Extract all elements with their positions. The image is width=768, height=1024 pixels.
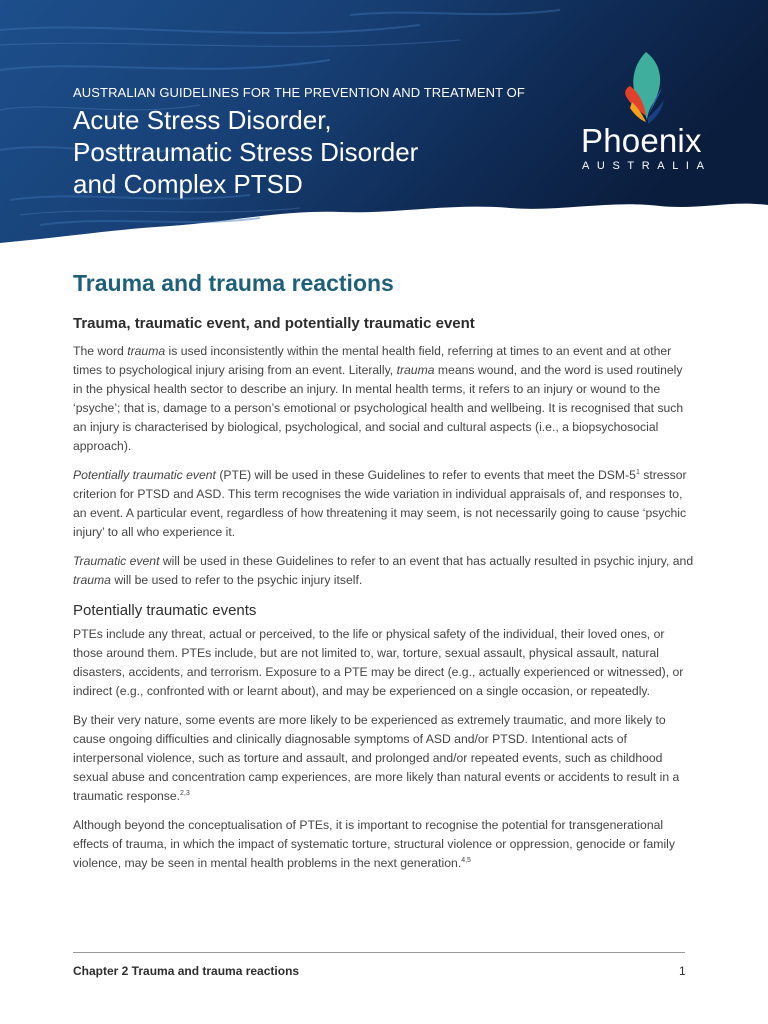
brand-subtitle: AUSTRALIA [582,160,712,172]
text-run: will be used in these Guidelines to refer to an event that has actually resulted in psychic injury, and [159,554,694,568]
text-run: Although beyond the conceptualisation of PTEs, it is important to recognise the potential for transgenerational effects of trauma, in which the impact of systematic torture, structural violence or oppression, genocide or family violence, may be seen in mental health problems in the next generation. [73,818,675,870]
paragraph-transgenerational [73,816,695,873]
italic-term: trauma [127,344,166,358]
main-content [73,266,695,883]
italic-term: trauma [73,573,111,587]
paragraph-event-nature [73,711,695,806]
italic-term: trauma [396,363,435,377]
brand-name: Phoenix [581,122,702,159]
text-run: The word [73,344,128,358]
italic-term: Traumatic event [73,554,160,568]
citation: 1 [635,468,640,476]
text-run: will be used to refer to the psychic injury itself. [110,573,363,587]
section-title: Trauma and trauma reactions [73,270,394,296]
text-run: means wound, and the word is used routinely in the physical health sector to describe an injury. In mental health terms, it refers to an injury or wound to the ‘psyche’; that is, damage to a person’s emotional or psychological health and wellbeing. It is recognised that such an injury is characterised by biological, psychological, and social and cultural aspects (i.e., a biopsychosocial approach). [73,363,684,453]
paragraph-traumatic-event [73,552,695,590]
footer-chapter: Chapter 2 Trauma and trauma reactions [73,964,300,978]
paragraph-pte-examples: PTEs include any threat, actual or perceived, to the life or physical safety of the individual, their loved ones, or those around them. PTEs include, but are not limited to, war, torture, sexual assault, physical assault, natural disasters, accidents, and terrorism. Exposure to a PTE may be direct (e.g., actually experienced or witnessed), or indirect (e.g., confronted with or learnt about), and may be experienced on a single occasion, or repeatedly. [73,627,684,698]
report-title-line: Acute Stress Disorder, [73,105,332,135]
italic-term: Potentially traumatic event [73,468,216,482]
phoenix-feather-icon [618,50,674,132]
text-run: (PTE) will be used in these Guidelines to refer to events that meet the DSM-5 [215,468,636,482]
report-title [73,104,418,200]
subheading-ptes: Potentially traumatic events [73,602,257,619]
report-title-line: Posttraumatic Stress Disorder [73,137,419,167]
report-kicker: AUSTRALIAN GUIDELINES FOR THE PREVENTION AND TREATMENT OF [73,85,525,100]
citation: 4,5 [461,856,471,864]
footer-divider [73,952,685,953]
text-run: stressor criterion for PTSD and ASD. This term recognises the wide variation in individual appraisals of, and responses to, an event. A particular event, regardless of how threatening it may seem, is not necessarily going to cause ‘psychic injury’ to all who experience it. [73,468,687,539]
page-number: 1 [679,964,686,978]
subheading: Trauma, traumatic event, and potentially traumatic event [73,315,475,332]
text-run: By their very nature, some events are more likely to be experienced as extremely traumatic, and more likely to cause ongoing difficulties and clinically diagnosable symptoms of ASD and/or PTSD. Intentional acts of interpersonal violence, such as torture and assault, and prolonged and/or repeated events, such as childhood sexual abuse and concentration camp experiences, are more likely than natural events or accidents to result in a traumatic response. [73,713,680,803]
citation: 2,3 [180,789,190,797]
paragraph-pte-definition [73,466,695,542]
text-run: is used inconsistently within the mental health field, referring at times to an event and at other times to psychological injury arising from an event. Literally, [73,344,672,377]
paragraph-trauma-definition [73,342,695,456]
report-title-line: and Complex PTSD [73,169,303,199]
